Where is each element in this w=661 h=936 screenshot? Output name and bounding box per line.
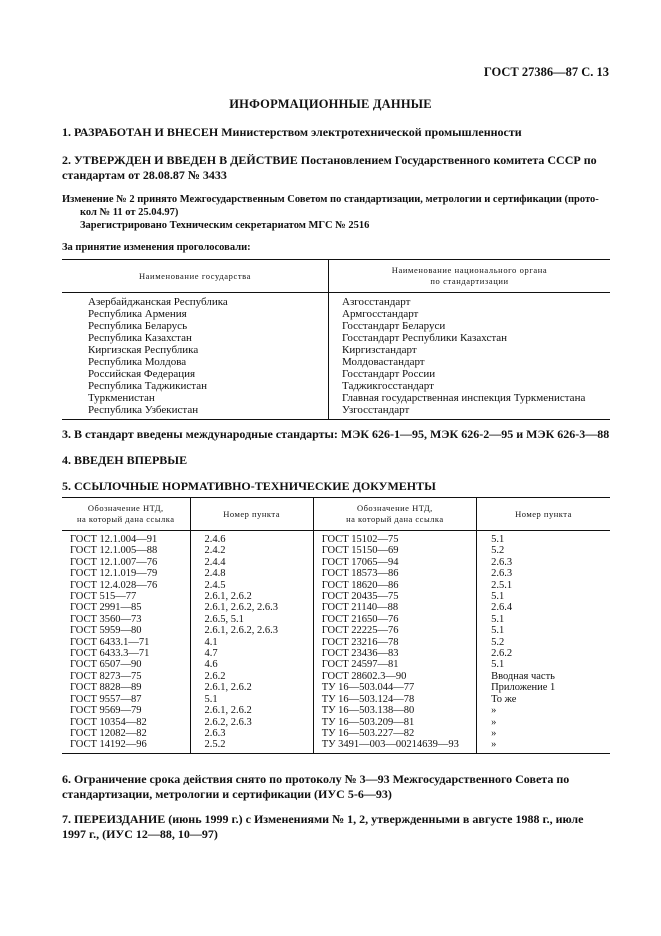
standards-body-name: Главная государственная инспекция Туркменистана — [342, 392, 586, 404]
state-name: Туркменистан — [62, 392, 329, 404]
doc-point-right: 2.6.3 — [477, 557, 610, 568]
table-row — [62, 568, 610, 579]
doc-point-right: 5.1 — [477, 625, 610, 636]
state-name: Киргизская Республика — [62, 344, 329, 356]
doc-ntd-left: ГОСТ 9557—87 — [70, 693, 142, 705]
doc-ntd-right: ГОСТ 20435—75 — [313, 591, 476, 602]
change-line-2: кол № 11 от 25.04.97) — [80, 207, 179, 218]
voted-label: За принятие изменения проголосовали: — [62, 242, 251, 253]
standards-body-name: Госстандарт Республики Казахстан — [342, 332, 508, 344]
doc-point-left: 2.6.2 — [190, 671, 313, 682]
doc-ntd-right: ГОСТ 18620—86 — [313, 580, 476, 591]
doc-ntd-left: ГОСТ 9569—79 — [70, 705, 142, 717]
doc-point-left: 5.1 — [190, 694, 313, 705]
state-name: Республика Таджикистан — [62, 380, 329, 392]
doc-point-left: 2.6.1, 2.6.2 — [190, 591, 313, 602]
table-row — [62, 308, 610, 320]
doc-point-right: 2.5.1 — [477, 580, 610, 591]
table-row — [62, 637, 610, 648]
change-line-1: Изменение № 2 принято Межгосударственным Советом по стандартизации, метрологии и сертификации (прото- — [62, 194, 599, 205]
doc-ntd-right: ТУ 16—503.209—81 — [313, 717, 476, 728]
doc-point-left: 2.6.1, 2.6.2 — [190, 682, 313, 693]
table-row — [62, 392, 610, 404]
doc-ntd-left: ГОСТ 5959—80 — [70, 625, 142, 637]
states-table — [62, 259, 610, 420]
table-row — [62, 404, 610, 420]
doc-ntd-right: ТУ 3491—003—00214639—93 — [313, 739, 476, 753]
standards-body-name: Молдовастандарт — [342, 356, 425, 368]
change-note — [62, 193, 610, 232]
table-row — [62, 659, 610, 670]
table-row — [62, 694, 610, 705]
doc-point-right: 5.1 — [477, 659, 610, 670]
doc-point-left: 2.6.2, 2.6.3 — [190, 717, 313, 728]
doc-point-left: 2.5.2 — [190, 739, 313, 753]
change-line-3: Зарегистрировано Техническим секретариатом МГС № 2516 — [80, 220, 370, 231]
table-row — [62, 728, 610, 739]
doc-point-left: 2.4.8 — [190, 568, 313, 579]
doc-ntd-right: ГОСТ 15150—69 — [313, 545, 476, 556]
doc-ntd-right: ГОСТ 23436—83 — [313, 648, 476, 659]
doc-point-right: » — [477, 717, 610, 728]
state-name: Азербайджанская Республика — [62, 293, 329, 309]
docs-header-point-2: Номер пункта — [477, 498, 610, 531]
doc-ntd-right: ТУ 16—503.138—80 — [313, 705, 476, 716]
doc-ntd-left: ГОСТ 6507—90 — [70, 659, 142, 671]
table-row — [62, 356, 610, 368]
doc-point-left: 4.7 — [190, 648, 313, 659]
page-header: ГОСТ 27386—87 С. 13 — [483, 65, 609, 79]
item-1: 1. РАЗРАБОТАН И ВНЕСЕН Министерством электротехнической промышленности — [62, 125, 522, 139]
doc-point-left: 4.6 — [190, 659, 313, 670]
state-name: Республика Узбекистан — [62, 404, 329, 420]
doc-ntd-right: ГОСТ 23216—78 — [313, 637, 476, 648]
doc-point-right: 5.1 — [477, 591, 610, 602]
doc-point-left: 2.6.3 — [190, 728, 313, 739]
doc-point-left: 2.6.1, 2.6.2 — [190, 705, 313, 716]
docs-header-ntd-2: Обозначение НТД, на который дана ссылка — [313, 498, 476, 531]
table-row — [62, 531, 610, 546]
table-row — [62, 545, 610, 556]
table-row — [62, 717, 610, 728]
doc-ntd-right: ТУ 16—503.227—82 — [313, 728, 476, 739]
doc-point-right: 5.1 — [477, 614, 610, 625]
page-title: ИНФОРМАЦИОННЫЕ ДАННЫЕ — [229, 97, 432, 111]
doc-ntd-left: ГОСТ 12.1.007—76 — [70, 556, 158, 568]
item-3: 3. В стандарт введены международные стандарты: МЭК 626-1—95, МЭК 626-2—95 и МЭК 626-3—88 — [62, 427, 610, 441]
standards-body-name: Узгосстандарт — [329, 404, 611, 420]
doc-ntd-left: ГОСТ 6433.3—71 — [70, 648, 150, 660]
doc-ntd-right: ТУ 16—503.124—78 — [313, 694, 476, 705]
standards-body-name: Азгосстандарт — [342, 296, 411, 308]
doc-point-left: 2.6.1, 2.6.2, 2.6.3 — [190, 602, 313, 613]
table-row — [62, 580, 610, 591]
doc-ntd-right: ГОСТ 15102—75 — [313, 531, 476, 546]
doc-ntd-right: ГОСТ 18573—86 — [313, 568, 476, 579]
state-name: Республика Казахстан — [62, 332, 329, 344]
table-row — [62, 739, 610, 753]
table-row — [62, 614, 610, 625]
doc-ntd-left: ГОСТ 3560—73 — [70, 613, 142, 625]
doc-point-right: 2.6.3 — [477, 568, 610, 579]
doc-point-left: 2.4.6 — [190, 531, 313, 546]
standards-body-name: Таджикгосстандарт — [342, 380, 434, 392]
doc-ntd-left: ГОСТ 10354—82 — [70, 716, 147, 728]
doc-ntd-right: ГОСТ 21140—88 — [313, 602, 476, 613]
doc-point-right: 2.6.2 — [477, 648, 610, 659]
table-row — [62, 625, 610, 636]
doc-point-left: 2.4.4 — [190, 557, 313, 568]
table-row — [62, 602, 610, 613]
doc-ntd-right: ГОСТ 28602.3—90 — [313, 671, 476, 682]
table-row — [62, 557, 610, 568]
table-row — [62, 332, 610, 344]
table-row — [62, 682, 610, 693]
doc-point-right: » — [477, 739, 610, 753]
standards-body-name: Армгосстандарт — [342, 308, 419, 320]
table-row — [62, 591, 610, 602]
table-row — [62, 368, 610, 380]
doc-point-left: 4.1 — [190, 637, 313, 648]
table-row — [62, 320, 610, 332]
doc-point-right: 2.6.4 — [477, 602, 610, 613]
table-row — [62, 648, 610, 659]
doc-ntd-left: ГОСТ 8828—89 — [70, 682, 142, 694]
doc-ntd-left: ГОСТ 12082—82 — [70, 727, 147, 739]
doc-ntd-right: ТУ 16—503.044—77 — [313, 682, 476, 693]
doc-point-right: Вводная часть — [477, 671, 610, 682]
doc-point-left: 2.6.1, 2.6.2, 2.6.3 — [190, 625, 313, 636]
doc-point-right: Приложение 1 — [477, 682, 610, 693]
table-row — [62, 344, 610, 356]
item-7: 7. ПЕРЕИЗДАНИЕ (июнь 1999 г.) с Изменениями № 1, 2, утвержденными в августе 1988 г., июле 1997 г., (ИУС 12—88, 10—97) — [62, 812, 584, 841]
doc-ntd-left: ГОСТ 12.1.019—79 — [70, 568, 158, 580]
doc-point-right: 5.1 — [477, 531, 610, 546]
state-name: Российская Федерация — [62, 368, 329, 380]
table-row — [62, 671, 610, 682]
doc-ntd-left: ГОСТ 12.1.004—91 — [70, 534, 158, 545]
doc-ntd-left: ГОСТ 6433.1—71 — [70, 636, 150, 648]
doc-point-left: 2.4.5 — [190, 580, 313, 591]
doc-point-right: » — [477, 705, 610, 716]
table-row — [62, 380, 610, 392]
state-name: Республика Армения — [62, 308, 329, 320]
doc-ntd-left: ГОСТ 8273—75 — [70, 670, 142, 682]
standards-body-name: Госстандарт Беларуси — [342, 320, 446, 332]
doc-point-left: 2.6.5, 5.1 — [190, 614, 313, 625]
standards-body-name: Киргизстандарт — [342, 344, 417, 356]
doc-ntd-right: ГОСТ 21650—76 — [313, 614, 476, 625]
state-name: Республика Молдова — [62, 356, 329, 368]
standards-body-name: Госстандарт России — [342, 368, 436, 380]
doc-ntd-right: ГОСТ 22225—76 — [313, 625, 476, 636]
docs-header-ntd-1: Обозначение НТД, на который дана ссылка — [62, 498, 190, 531]
item-6: 6. Ограничение срока действия снято по протоколу № 3—93 Межгосударственного Совета по стандартизации, метрологии и сертификации (ИУС 5-6—93) — [62, 772, 570, 801]
doc-point-right: 5.2 — [477, 637, 610, 648]
doc-point-right: То же — [477, 694, 610, 705]
doc-ntd-left: ГОСТ 12.4.028—76 — [70, 579, 158, 591]
doc-ntd-right: ГОСТ 24597—81 — [313, 659, 476, 670]
doc-ntd-left: ГОСТ 515—77 — [70, 591, 137, 603]
table-row — [62, 293, 610, 309]
item-4: 4. ВВЕДЕН ВПЕРВЫЕ — [62, 453, 188, 467]
doc-ntd-left: ГОСТ 14192—96 — [62, 739, 190, 753]
item-5: 5. ССЫЛОЧНЫЕ НОРМАТИВНО-ТЕХНИЧЕСКИЕ ДОКУМЕНТЫ — [62, 479, 436, 493]
docs-header-point-1: Номер пункта — [190, 498, 313, 531]
states-header-body: Наименование национального органа по стандартизации — [329, 260, 611, 293]
item-2: 2. УТВЕРЖДЕН И ВВЕДЕН В ДЕЙСТВИЕ Постановлением Государственного комитета СССР по стандартам от 28.08.87 № 3433 — [62, 153, 597, 182]
doc-ntd-left: ГОСТ 2991—85 — [70, 602, 142, 614]
docs-table — [62, 497, 610, 754]
states-header-state: Наименование государства — [62, 260, 329, 293]
doc-point-left: 2.4.2 — [190, 545, 313, 556]
doc-point-right: » — [477, 728, 610, 739]
state-name: Республика Беларусь — [62, 320, 329, 332]
table-row — [62, 705, 610, 716]
doc-point-right: 5.2 — [477, 545, 610, 556]
doc-ntd-left: ГОСТ 12.1.005—88 — [70, 545, 158, 557]
doc-ntd-right: ГОСТ 17065—94 — [313, 557, 476, 568]
